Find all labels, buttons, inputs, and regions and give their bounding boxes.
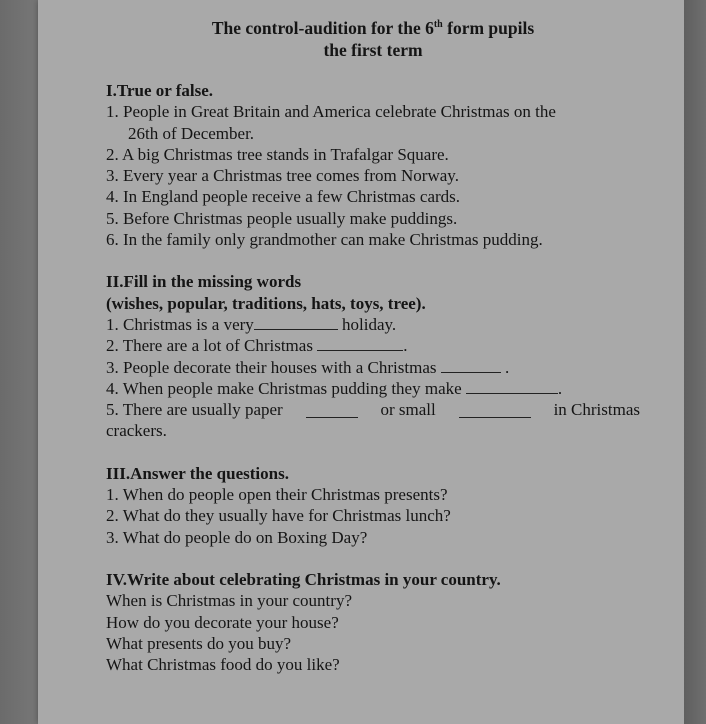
- title-superscript: th: [433, 19, 443, 30]
- list-item: 4. In England people receive a few Christmas cards.: [106, 187, 461, 207]
- list-item: [106, 335, 646, 356]
- item-text: 1. Christmas is a very: [106, 314, 254, 334]
- item-text: in Christmas: [553, 400, 640, 420]
- document-title: [0, 14, 706, 61]
- list-item: 3. Every year a Christmas tree comes from Norway.: [106, 166, 459, 186]
- section-heading-answer: III.Answer the questions.: [106, 463, 289, 483]
- left-margin: [0, 0, 38, 724]
- title-line: [0, 14, 706, 39]
- list-item: 3. What do people do on Boxing Day?: [106, 527, 368, 547]
- list-item: 2. A big Christmas tree stands in Trafalgar Square.: [106, 144, 449, 164]
- title-text: The control-audition for the 6: [211, 17, 434, 38]
- section-heading-true-false: I.True or false.: [106, 81, 214, 100]
- list-item: What Christmas food do you like?: [106, 655, 340, 675]
- list-item-continuation: crackers.: [106, 421, 167, 441]
- item-text: 3. People decorate their houses with a Christmas: [106, 357, 437, 377]
- list-item: 1. When do people open their Christmas presents?: [106, 485, 448, 505]
- section-heading-fill-in: II.Fill in the missing words: [106, 272, 302, 292]
- list-item: [106, 378, 646, 399]
- item-text: .: [557, 378, 563, 398]
- list-item: 5. Before Christmas people usually make puddings.: [106, 208, 458, 228]
- title-text-end: form pupils: [442, 17, 535, 38]
- list-item: 6. In the family only grandmother can make Christmas pudding.: [106, 230, 543, 250]
- answer-blank[interactable]: [441, 357, 501, 373]
- subtitle: the first term: [323, 39, 423, 60]
- list-item: 1. People in Great Britain and America celebrate Christmas on the: [106, 102, 556, 122]
- item-text: 2. There are a lot of Christmas: [106, 336, 313, 356]
- list-item: 2. What do they usually have for Christmas lunch?: [106, 506, 451, 526]
- section-heading-write: IV.Write about celebrating Christmas in your country.: [106, 569, 501, 589]
- item-text: 4. When people make Christmas pudding they make: [106, 378, 462, 398]
- item-text: 5. There are usually paper: [106, 400, 283, 420]
- list-item: [106, 314, 646, 335]
- list-item: What presents do you buy?: [106, 633, 292, 653]
- list-item: When is Christmas in your country?: [106, 591, 352, 611]
- item-text: .: [504, 357, 510, 377]
- list-item: [106, 399, 640, 420]
- document-body: [106, 80, 646, 675]
- word-bank: (wishes, popular, traditions, hats, toys, tree).: [106, 293, 426, 313]
- item-text: holiday.: [342, 314, 397, 334]
- list-item: [106, 357, 646, 378]
- answer-blank[interactable]: [466, 378, 558, 394]
- answer-blank[interactable]: [254, 314, 338, 330]
- answer-blank[interactable]: [306, 402, 358, 418]
- answer-blank[interactable]: [459, 402, 531, 418]
- item-text: .: [403, 336, 408, 356]
- answer-blank[interactable]: [317, 335, 403, 351]
- right-margin: [684, 0, 706, 724]
- list-item: How do you decorate your house?: [106, 612, 339, 632]
- item-text: or small: [380, 400, 436, 420]
- list-item-continuation: 26th of December.: [128, 123, 255, 143]
